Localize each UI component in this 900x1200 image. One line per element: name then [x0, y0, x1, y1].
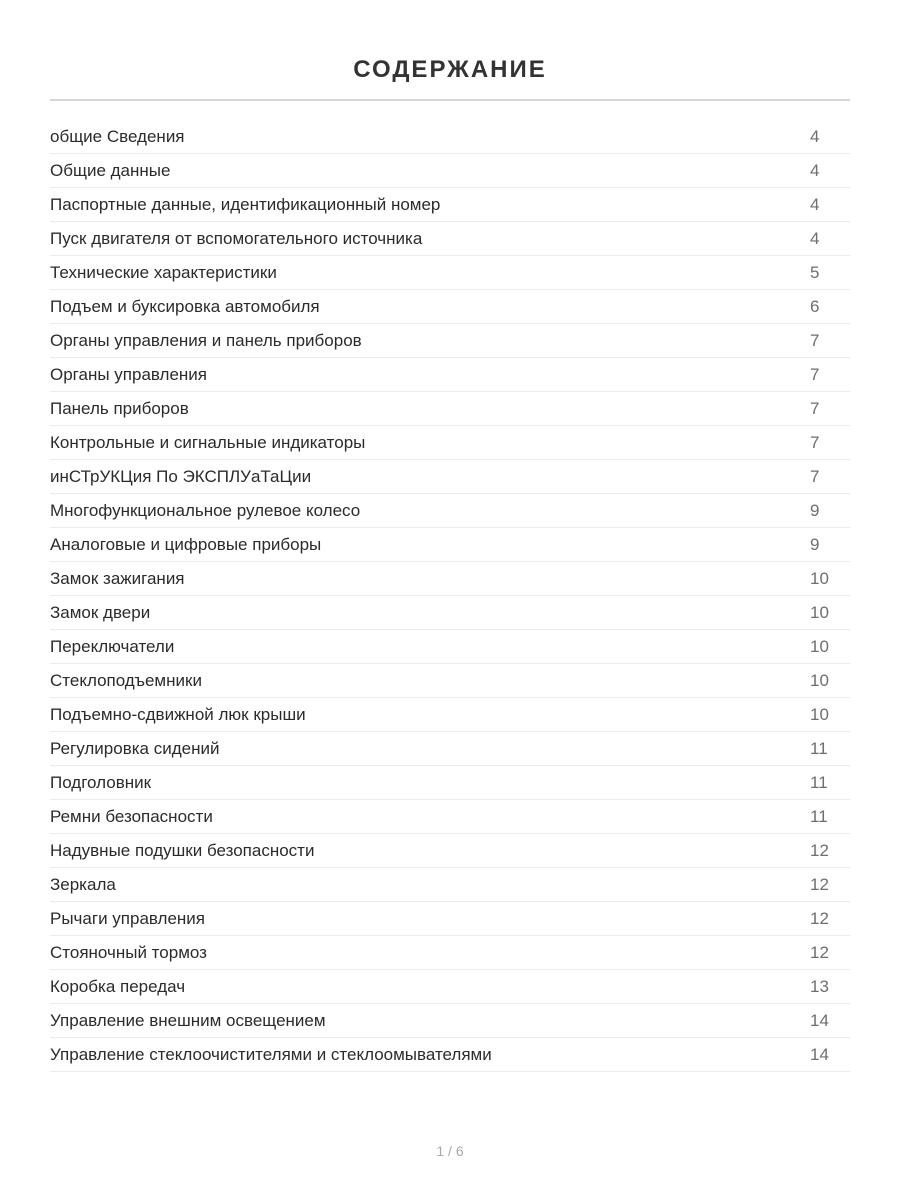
toc-entry-title: Управление стеклоочистителями и стеклоомывателями — [50, 1044, 492, 1064]
toc-entry-title: инСТрУКЦия По ЭКСПЛУаТаЦии — [50, 466, 312, 486]
toc-entry-title: Зеркала — [50, 874, 116, 894]
toc-entry[interactable] — [50, 630, 850, 664]
toc-entry[interactable] — [50, 596, 850, 630]
toc-entry[interactable] — [50, 188, 850, 222]
toc-page-number: 7 — [810, 364, 820, 384]
toc-page-number: 11 — [810, 806, 828, 826]
toc-page-number: 6 — [810, 296, 820, 316]
toc-entry-title: Подголовник — [50, 772, 152, 792]
toc-entry[interactable] — [50, 460, 850, 494]
toc-page-number: 12 — [810, 908, 829, 928]
toc-entry-title: Управление внешним освещением — [50, 1010, 326, 1030]
toc-entry[interactable] — [50, 324, 850, 358]
toc-entry-title: Стояночный тормоз — [50, 942, 207, 962]
toc-entry-title: Подъемно-сдвижной люк крыши — [50, 704, 306, 724]
toc-page-number: 4 — [810, 126, 820, 146]
toc-entry[interactable] — [50, 358, 850, 392]
toc-entry-title: Замок зажигания — [50, 568, 185, 588]
toc-entry-title: Многофункциональное рулевое колесо — [50, 500, 361, 520]
toc-page-number: 7 — [810, 398, 820, 418]
toc-entry[interactable] — [50, 834, 850, 868]
toc-page-number: 5 — [810, 262, 820, 282]
toc-entry[interactable] — [50, 970, 850, 1004]
toc-entry[interactable] — [50, 868, 850, 902]
toc-entry[interactable] — [50, 562, 850, 596]
toc-entry-title: Общие данные — [50, 160, 171, 180]
toc-entry-title: Органы управления и панель приборов — [50, 330, 362, 350]
toc-entry-title: Подъем и буксировка автомобиля — [50, 296, 320, 316]
toc-page-number: 14 — [810, 1010, 829, 1030]
toc-page-number: 7 — [810, 330, 820, 350]
toc-entry-title: Ремни безопасности — [50, 806, 213, 826]
toc-page-number: 10 — [810, 636, 829, 656]
toc-page-number: 9 — [810, 500, 820, 520]
toc-entry[interactable] — [50, 664, 850, 698]
toc-page-number: 4 — [810, 228, 820, 248]
toc-entry-title: Переключатели — [50, 636, 175, 656]
toc-entry-title: Контрольные и сигнальные индикаторы — [50, 432, 366, 452]
toc-entry[interactable] — [50, 392, 850, 426]
toc-entry-title: Аналоговые и цифровые приборы — [50, 534, 322, 554]
toc-entry-title: Надувные подушки безопасности — [50, 840, 315, 860]
page-indicator: 1 / 6 — [436, 1143, 464, 1159]
toc-page-number: 12 — [810, 874, 829, 894]
toc-entry[interactable] — [50, 698, 850, 732]
toc-entry[interactable] — [50, 426, 850, 460]
toc-page-number: 4 — [810, 160, 820, 180]
toc-entry[interactable] — [50, 154, 850, 188]
toc-page-number: 14 — [810, 1044, 829, 1064]
toc-entry-title: Органы управления — [50, 364, 208, 384]
page-title: СОДЕРЖАНИЕ — [353, 56, 547, 84]
toc-entry[interactable] — [50, 732, 850, 766]
toc-page-number: 11 — [810, 772, 828, 792]
toc-entry[interactable] — [50, 120, 850, 154]
toc-page-number: 10 — [810, 568, 829, 588]
table-of-contents — [50, 120, 850, 1072]
title-divider — [50, 99, 850, 101]
toc-page-number: 11 — [810, 738, 828, 758]
toc-entry[interactable] — [50, 290, 850, 324]
toc-entry-title: Технические характеристики — [50, 262, 277, 282]
toc-page-number: 13 — [810, 976, 829, 996]
toc-entry-title: Рычаги управления — [50, 908, 206, 928]
toc-entry-title: Коробка передач — [50, 976, 186, 996]
toc-entry-title: Замок двери — [50, 602, 151, 622]
toc-entry[interactable] — [50, 256, 850, 290]
toc-page-number: 10 — [810, 670, 829, 690]
toc-entry[interactable] — [50, 1038, 850, 1072]
toc-entry-title: Паспортные данные, идентификационный номер — [50, 194, 441, 214]
toc-page-number: 10 — [810, 602, 829, 622]
toc-entry[interactable] — [50, 528, 850, 562]
toc-entry[interactable] — [50, 902, 850, 936]
toc-entry[interactable] — [50, 222, 850, 256]
toc-entry[interactable] — [50, 800, 850, 834]
toc-page-number: 12 — [810, 840, 829, 860]
toc-entry-title: Стеклоподъемники — [50, 670, 202, 690]
toc-entry[interactable] — [50, 766, 850, 800]
toc-page-number: 7 — [810, 466, 820, 486]
toc-entry-title: Регулировка сидений — [50, 738, 220, 758]
toc-entry-title: общие Сведения — [50, 126, 185, 146]
toc-entry[interactable] — [50, 494, 850, 528]
toc-page-number: 4 — [810, 194, 820, 214]
toc-entry[interactable] — [50, 1004, 850, 1038]
toc-entry[interactable] — [50, 936, 850, 970]
toc-entry-title: Панель приборов — [50, 398, 189, 418]
toc-page-number: 9 — [810, 534, 820, 554]
toc-entry-title: Пуск двигателя от вспомогательного источника — [50, 228, 423, 248]
toc-page-number: 12 — [810, 942, 829, 962]
toc-page-number: 7 — [810, 432, 820, 452]
toc-page-number: 10 — [810, 704, 829, 724]
